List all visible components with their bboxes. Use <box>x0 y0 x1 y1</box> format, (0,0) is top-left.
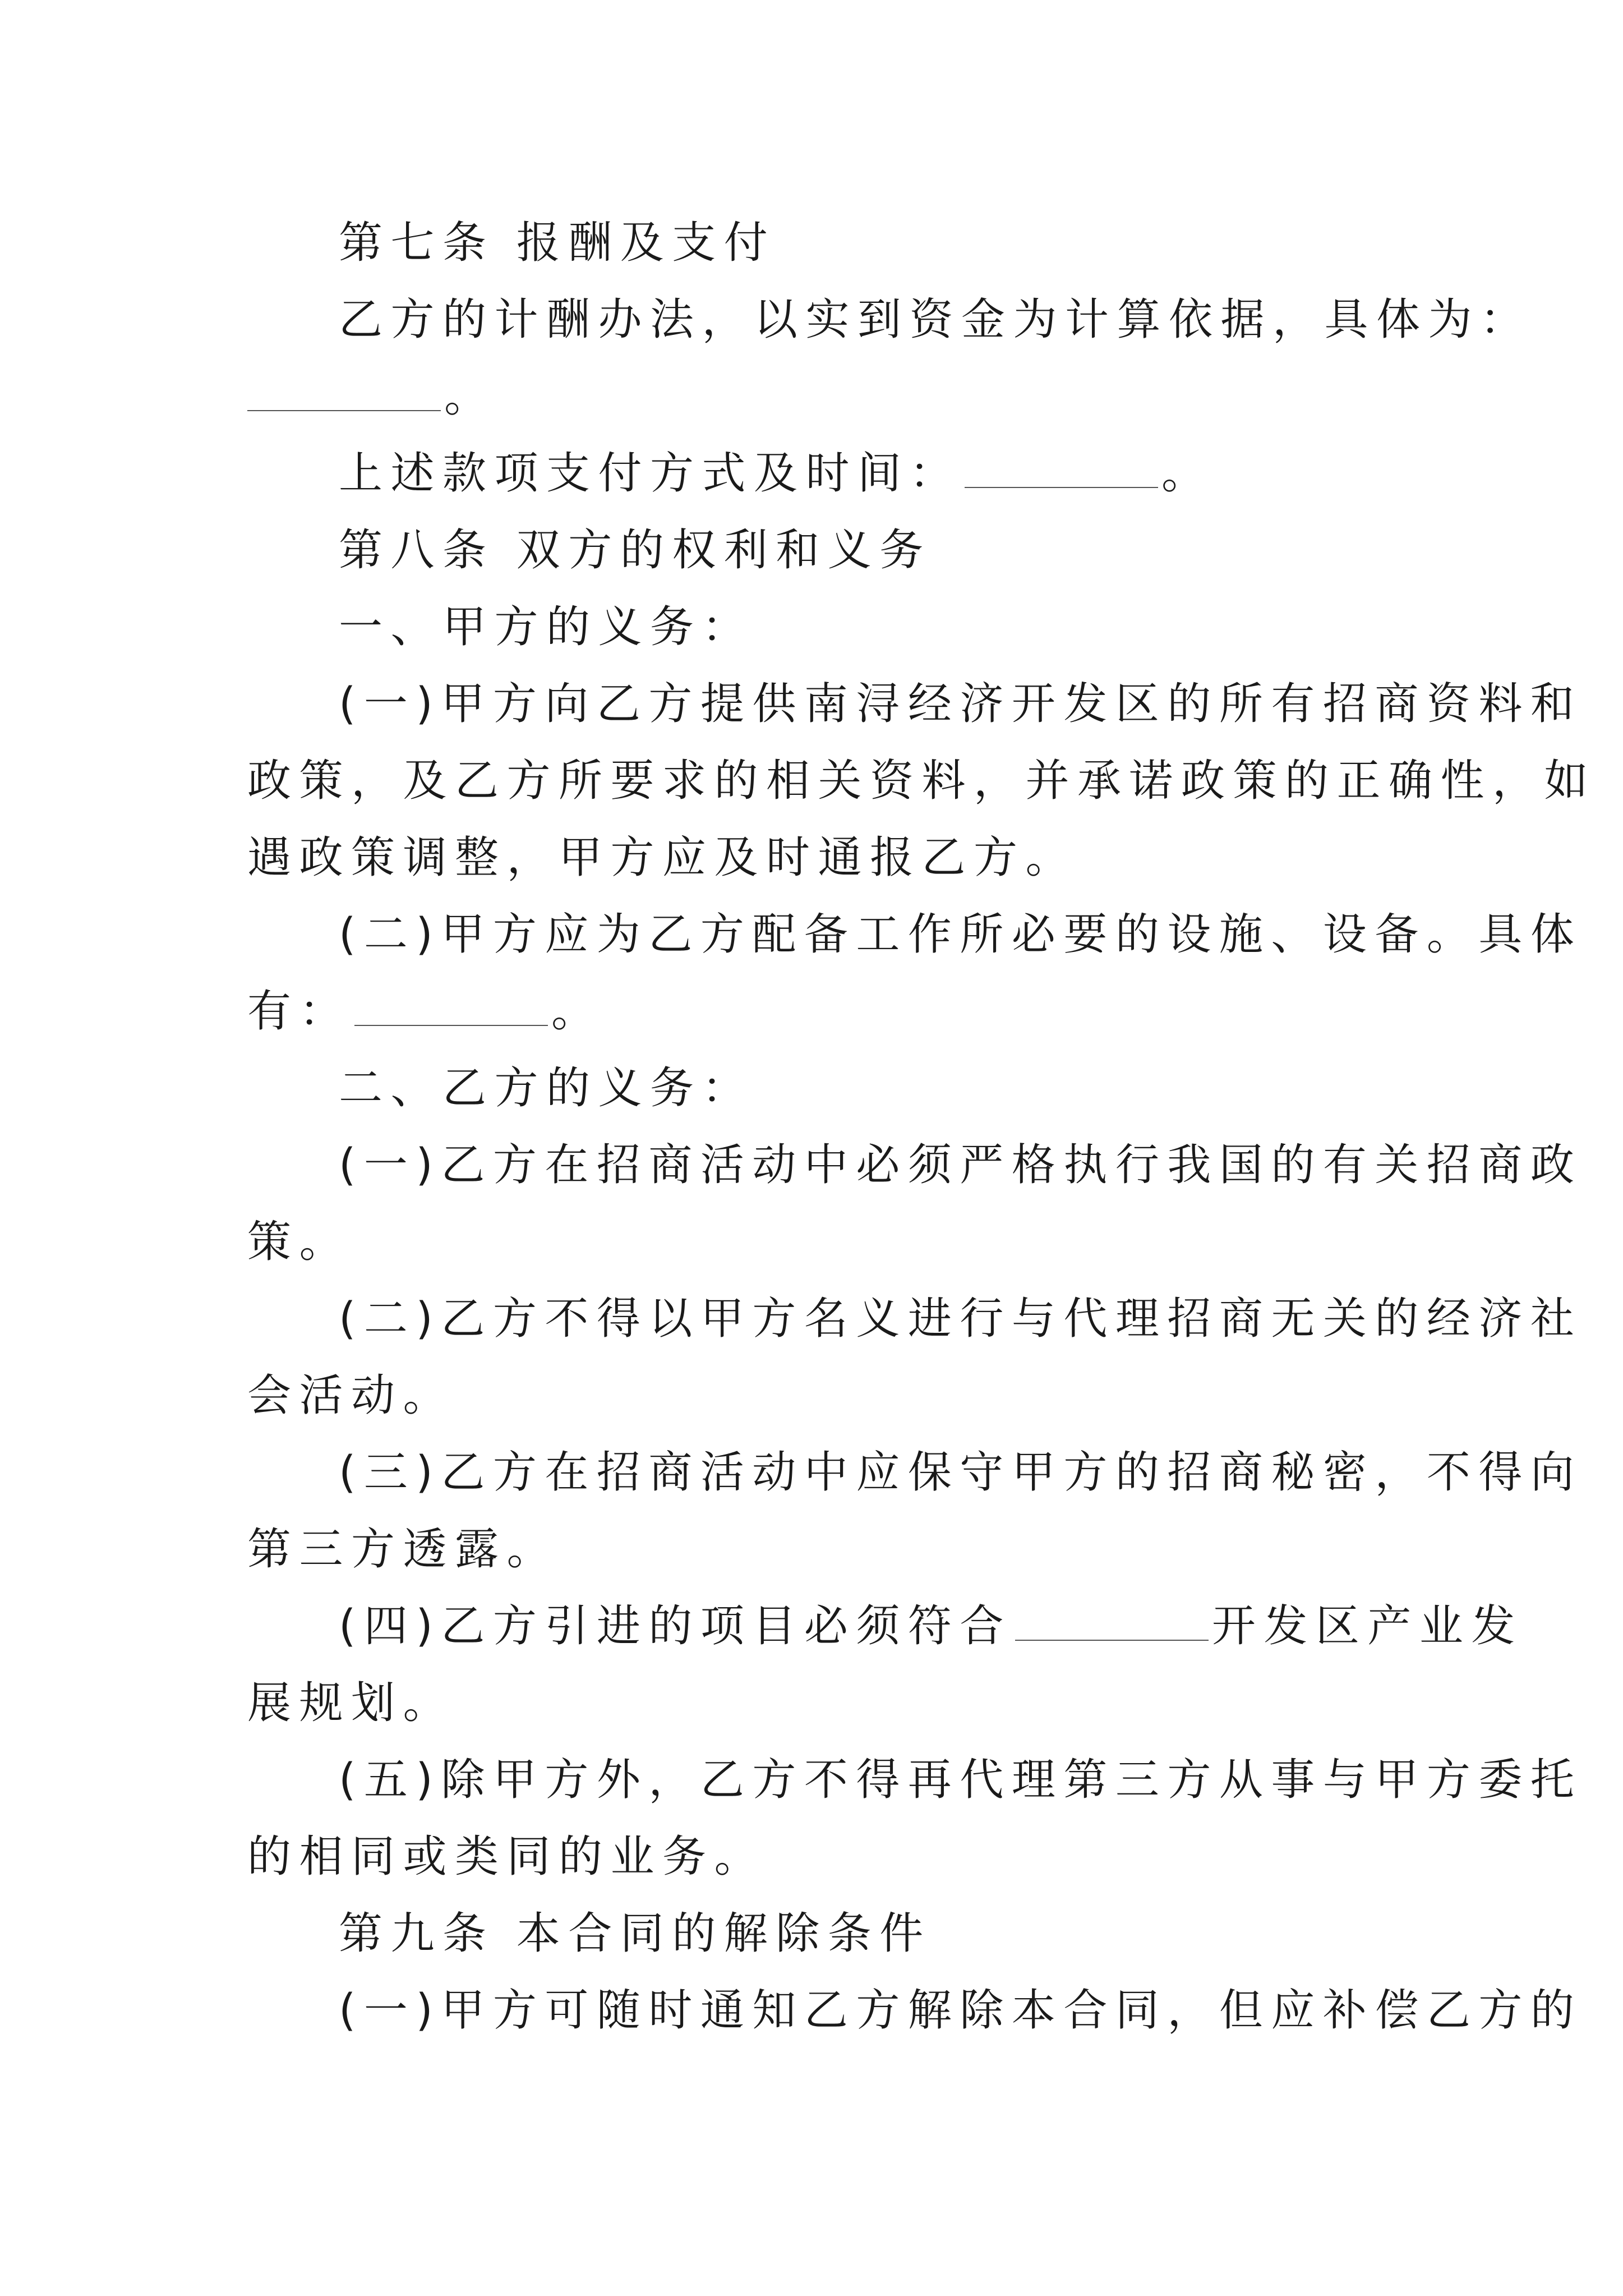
blank-field <box>247 376 441 411</box>
paragraph-line: (四)乙方引进的项目必须符合 开发区产业发 <box>339 1601 1523 1651</box>
paragraph-line: 策。 <box>247 1217 352 1267</box>
paragraph-line: 遇政策调整，甲方应及时通报乙方。 <box>247 832 1078 883</box>
paragraph-line: 有： 。 <box>247 986 603 1037</box>
blank-field <box>965 453 1158 488</box>
blank-field <box>1015 1606 1209 1641</box>
paragraph-line: 政策，及乙方所要求的相关资料，并承诺政策的正确性，如 <box>247 756 1597 806</box>
article-8-heading: 第八条 双方的权利和义务 <box>339 525 932 576</box>
paragraph-line: 上述款项支付方式及时间： 。 <box>339 448 1214 499</box>
paragraph-line: (二)乙方不得以甲方名义进行与代理招商无关的经济社 <box>339 1294 1583 1344</box>
paragraph-line: (五)除甲方外，乙方不得再代理第三方从事与甲方委托 <box>339 1755 1583 1805</box>
section-heading: 一、甲方的义务： <box>339 602 754 652</box>
paragraph-line: 会活动。 <box>247 1370 455 1421</box>
article-7-heading: 第七条 报酬及支付 <box>339 218 776 268</box>
paragraph-line: (三)乙方在招商活动中应保守甲方的招商秘密，不得向 <box>339 1447 1583 1498</box>
paragraph-line: (一)甲方向乙方提供南浔经济开发区的所有招商资料和 <box>339 679 1583 729</box>
paragraph-line: 的相同或类同的业务。 <box>247 1832 767 1882</box>
paragraph-line: (一)甲方可随时通知乙方解除本合同，但应补偿乙方的 <box>339 1985 1583 2036</box>
blank-field <box>354 991 548 1026</box>
paragraph-line: 第三方透露。 <box>247 1524 559 1575</box>
paragraph-line: 。 <box>247 358 1391 436</box>
section-heading: 二、乙方的义务： <box>339 1063 754 1114</box>
article-9-heading: 第九条 本合同的解除条件 <box>339 1908 932 1959</box>
paragraph-line: (二)甲方应为乙方配备工作所必要的设施、设备。具体 <box>339 909 1583 960</box>
paragraph-line: 乙方的计酬办法，以实到资金为计算依据，具体为： <box>339 295 1532 345</box>
paragraph-line: (一)乙方在招商活动中必须严格执行我国的有关招商政 <box>339 1140 1583 1190</box>
paragraph-line: 展规划。 <box>247 1678 455 1728</box>
